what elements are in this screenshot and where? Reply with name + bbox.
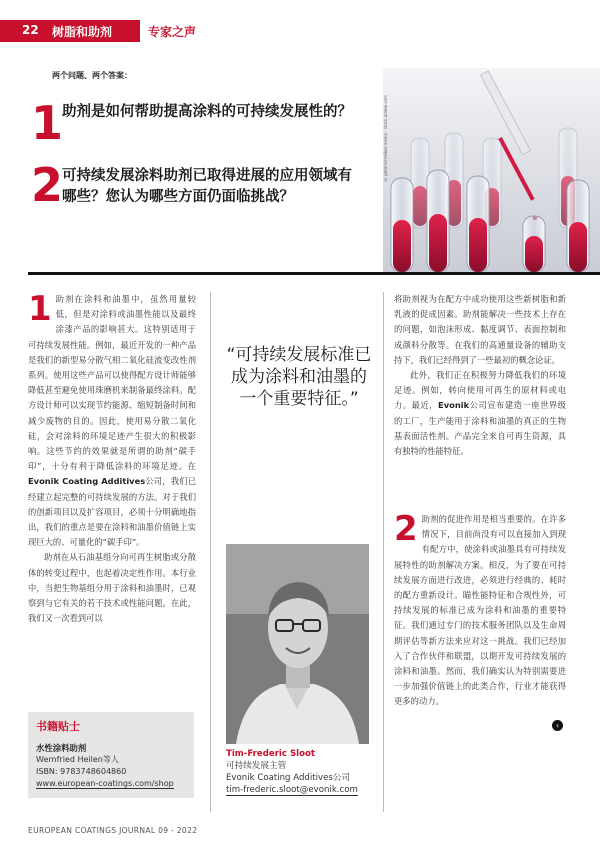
answer-1-dropcap: 1 xyxy=(28,289,52,329)
lead-text: 两个问题、两个答案： xyxy=(52,71,132,80)
journal-footer: EUROPEAN COATINGS JOURNAL 09 - 2022 xyxy=(28,826,198,835)
book-authors: Wernfried Heilen等人 xyxy=(36,755,119,764)
question-2-text-line2: 哪些？您认为哪些方面仍面临挑战？ xyxy=(62,189,294,205)
column-rule-left xyxy=(210,292,211,812)
section-divider xyxy=(28,272,600,275)
answer-1-paragraph-1: 助剂在涂料和油墨中，虽然用量较低，但是对涂料或油墨性能以及最终涂漆产品的影响甚大。这特别适用于可持续发展性能。例如，最近开发的一种产品是我们的新型易分散气相二氧化硅流变改性剂系列。使用这些产品可以使得配方设计师能够降低甚至避免使用珠磨机来制备最终涂料。配方设计师可以实现节约能源、缩短制备时间和减少废物的目的。因此，使用易分散二氧化硅，会对涂料的环境足迹产生很大的积极影响。这些节约的效果就是所谓的助剂“碳手印”，十分有利于降低涂料的环境足迹。在 xyxy=(28,294,196,472)
photo-credit: © peterschreiber.media - stock.adobe.com xyxy=(383,94,388,182)
author-portrait xyxy=(226,544,369,744)
book-isbn: ISBN: 9783748604860 xyxy=(36,767,127,776)
answer-1-paragraph-1-end: 公司，我们已经建立起完整的可持续发展的方法。对于我们的创新项目以及扩容项目，必须十分明确地指出，我们的重点是要在涂料和油墨价值链上实现巨大的、可量化的“碳手印”。 xyxy=(28,476,196,548)
column-rule-right xyxy=(383,292,384,812)
answer-1-paragraph-2: 助剂在从石油基组分向可再生树脂或分散体的转变过程中，也起着决定性作用。本行业中，当把生物基组分用于涂料和油墨时，已观察到与它有关的若干技术或性能问题。在此，我们又一次看到可以 xyxy=(28,552,196,624)
author-title: 可持续发展主管 xyxy=(226,761,287,771)
answer-2-paragraph-1: 助剂的促进作用是相当重要的。在许多情况下，目前尚没有可以直接加入到现有配方中，使涂料或油墨具有可持续发展特性的助剂解决方案。相反，为了要在可持续发展方面进行改进，必须进行经典的、耗时的配方重新设计。瞄性能特征和合规性外，可持续发展的标准已成为涂料和油墨的重要特征。我们通过专门的技术服务团队以及生命周期评估等新方法来应对这一挑战。我们已经加入了合作伙伴和联盟，以期开发可持续发展的涂料和油墨。然而，我们确实认为特别需要进一步加强价值链上的此类合作，行业才能获得更多的动力。 xyxy=(394,514,566,707)
author-name: Tim-Frederic Sloot xyxy=(226,749,316,759)
question-2-text-line1: 可持续发展涂料助剂已取得进展的应用领域有 xyxy=(62,168,352,184)
page-number: 22 xyxy=(22,23,39,37)
test-tubes-photo xyxy=(383,68,600,272)
question-1-text: 助剂是如何帮助提高涂料的可持续发展性的？ xyxy=(62,104,352,120)
section-title: 树脂和助剂 xyxy=(52,25,113,39)
answer-1-column xyxy=(28,289,196,626)
author-company: Evonik Coating Additives公司 xyxy=(226,773,351,783)
pull-quote: “可持续发展标准已成为涂料和油墨的一个重要特征。” xyxy=(226,345,372,409)
portrait-illustration xyxy=(226,544,369,744)
brand-name-2: Evonik xyxy=(438,400,470,411)
answer-1-paragraph-4: 此外，我们正在积极努力降低我们的环境足迹。例如，转向使用可再生的原材料或电力。最近， xyxy=(394,370,566,411)
page-header xyxy=(0,20,600,42)
answer-2-column xyxy=(394,509,566,710)
book-tip-heading: 书籍贴士 xyxy=(36,720,80,733)
book-title: 水性涂料助剂 xyxy=(36,743,87,753)
column-title: 专家之声 xyxy=(148,25,197,39)
test-tubes-illustration xyxy=(383,68,600,272)
book-tip-box xyxy=(28,712,194,798)
author-info xyxy=(226,748,358,796)
question-1-number: 1 xyxy=(31,96,64,150)
brand-name: Evonik Coating Additives xyxy=(28,476,146,487)
answer-1-paragraph-4-end: 公司宣布建造一座世界级的工厂，生产能用于涂料和油墨的真正的生物基表面活性剂。产品完全来自可再生资源，具有独特的性能特征。 xyxy=(394,400,566,457)
author-email-link[interactable]: tim-frederic.sloot@evonik.com xyxy=(226,785,358,795)
question-2-number: 2 xyxy=(31,158,64,212)
answer-1-paragraph-3: 将助剂视为在配方中成功使用这些新树脂和新乳液的促成因素。助剂能解决一些技术上存在的问题，如泡沫形成、黏度调节、表面控制和成颜料分散等。在我们的高通量设备的辅助支持下，我们已经得到了一些最初的概念论证。 xyxy=(394,294,566,365)
answer-2-dropcap: 2 xyxy=(394,509,418,549)
book-shop-link[interactable]: www.european-coatings.com/shop xyxy=(36,779,174,788)
answer-1-continued-column xyxy=(394,292,566,459)
continue-arrow-icon: ‹ xyxy=(552,720,563,731)
